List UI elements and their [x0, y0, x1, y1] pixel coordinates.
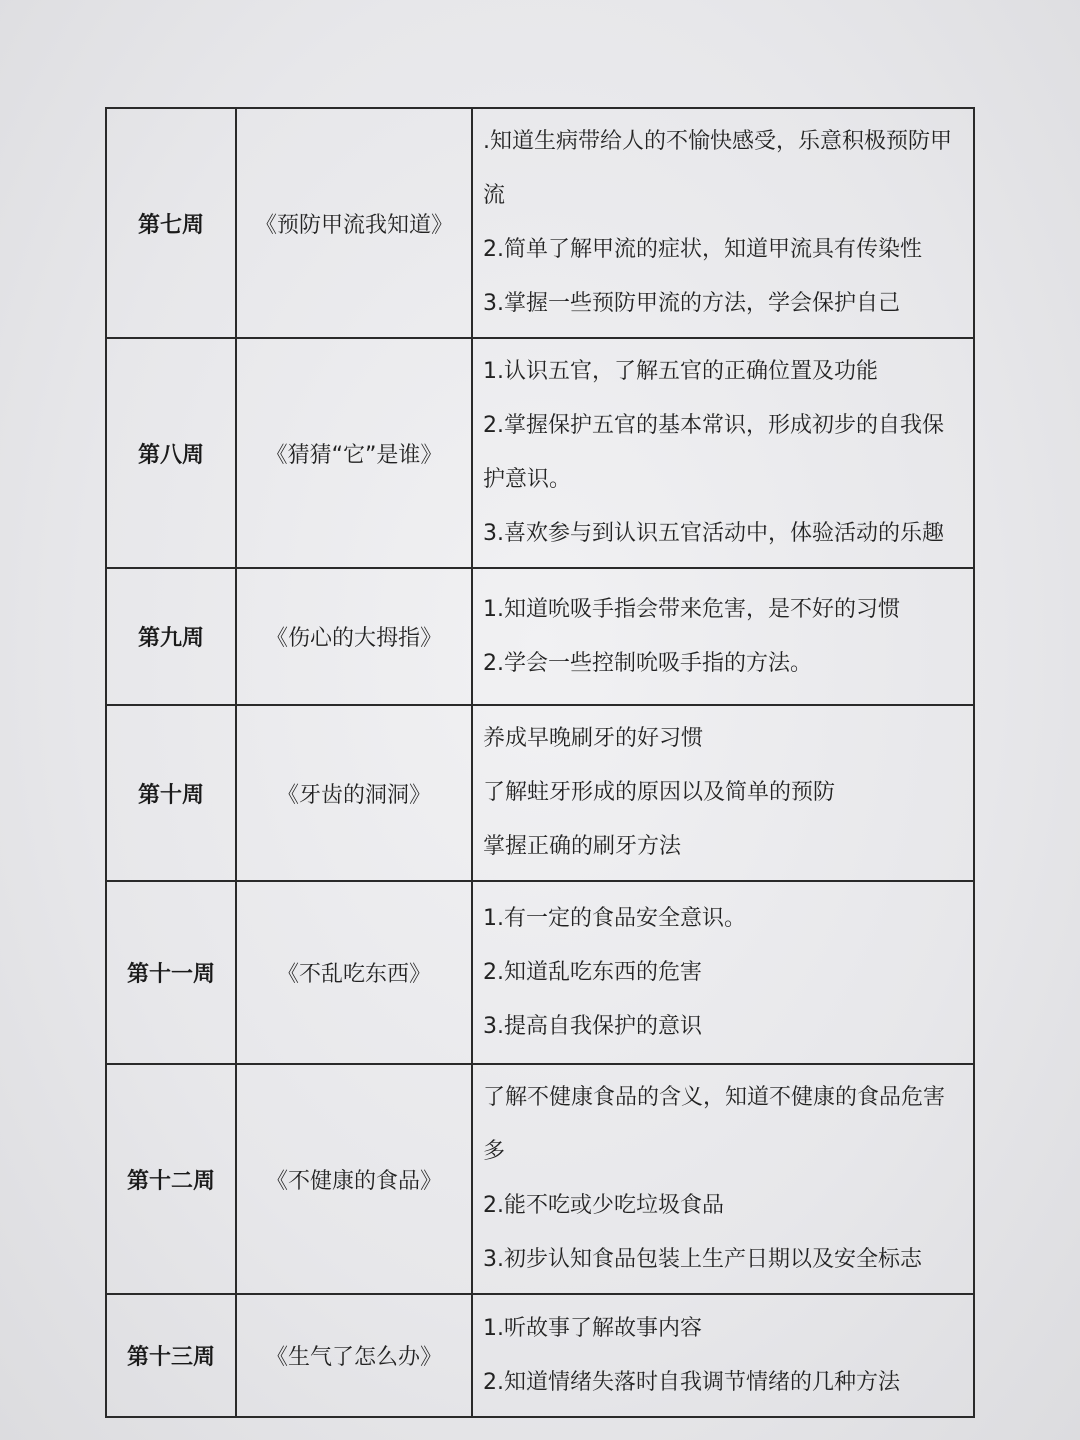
goals-cell [472, 108, 974, 338]
goal-line: 3.初步认知食品包装上生产日期以及安全标志 [483, 1247, 922, 1272]
lesson-title-cell: 《伤心的大拇指》 [236, 568, 472, 705]
goal-line: 掌握正确的刷牙方法 [483, 834, 682, 859]
goal-line: 3.喜欢参与到认识五官活动中，体验活动的乐趣 [483, 521, 944, 546]
goal-line: 1.有一定的食品安全意识。 [483, 905, 746, 931]
lesson-title-cell: 《不乱吃东西》 [236, 881, 472, 1064]
week-cell: 第七周 [106, 108, 236, 338]
goal-line: 养成早晚刷牙的好习惯 [483, 726, 704, 751]
goals-cell [472, 705, 974, 881]
week-cell: 第十一周 [106, 881, 236, 1064]
lesson-title-cell: 《不健康的食品》 [236, 1064, 472, 1294]
goal-line: 1.认识五官，了解五官的正确位置及功能 [483, 359, 878, 384]
table-row [106, 705, 974, 881]
goal-line: 3.掌握一些预防甲流的方法，学会保护自己 [483, 291, 900, 316]
goal-line: 1.知道吮吸手指会带来危害，是不好的习惯 [483, 596, 900, 622]
goal-line: 了解蛀牙形成的原因以及简单的预防 [483, 780, 836, 805]
goal-line: 了解不健康食品的含义，知道不健康的食品危害多 [483, 1085, 946, 1164]
weekly-plan-table [105, 107, 975, 1418]
table-row [106, 881, 974, 1064]
goal-line: 2.简单了解甲流的症状，知道甲流具有传染性 [483, 237, 922, 262]
goals-cell [472, 1064, 974, 1294]
table-row [106, 338, 974, 568]
week-cell: 第十三周 [106, 1294, 236, 1417]
lesson-title-cell: 《猜猜“它”是谁》 [236, 338, 472, 568]
week-cell: 第八周 [106, 338, 236, 568]
lesson-title-cell: 《牙齿的洞洞》 [236, 705, 472, 881]
goals-cell [472, 881, 974, 1064]
goal-line: 2.学会一些控制吮吸手指的方法。 [483, 650, 812, 676]
table-row [106, 568, 974, 705]
table-row [106, 1294, 974, 1417]
week-cell: 第九周 [106, 568, 236, 705]
goal-line: 2.掌握保护五官的基本常识，形成初步的自我保护意识。 [483, 413, 944, 492]
table-body [106, 108, 974, 1417]
goal-line: 2.知道情绪失落时自我调节情绪的几种方法 [483, 1369, 900, 1395]
goals-cell [472, 1294, 974, 1417]
table-row [106, 108, 974, 338]
document-sheet [105, 107, 973, 1418]
lesson-title-cell: 《生气了怎么办》 [236, 1294, 472, 1417]
goal-line: 2.能不吃或少吃垃圾食品 [483, 1193, 724, 1218]
goal-line: 2.知道乱吃东西的危害 [483, 959, 702, 985]
goal-line: 3.提高自我保护的意识 [483, 1013, 702, 1039]
table-row [106, 1064, 974, 1294]
lesson-title-cell: 《预防甲流我知道》 [236, 108, 472, 338]
goal-line: 1.听故事了解故事内容 [483, 1315, 702, 1341]
week-cell: 第十二周 [106, 1064, 236, 1294]
goal-line: .知道生病带给人的不愉快感受，乐意积极预防甲流 [483, 129, 952, 208]
week-cell: 第十周 [106, 705, 236, 881]
goals-cell [472, 568, 974, 705]
goals-cell [472, 338, 974, 568]
